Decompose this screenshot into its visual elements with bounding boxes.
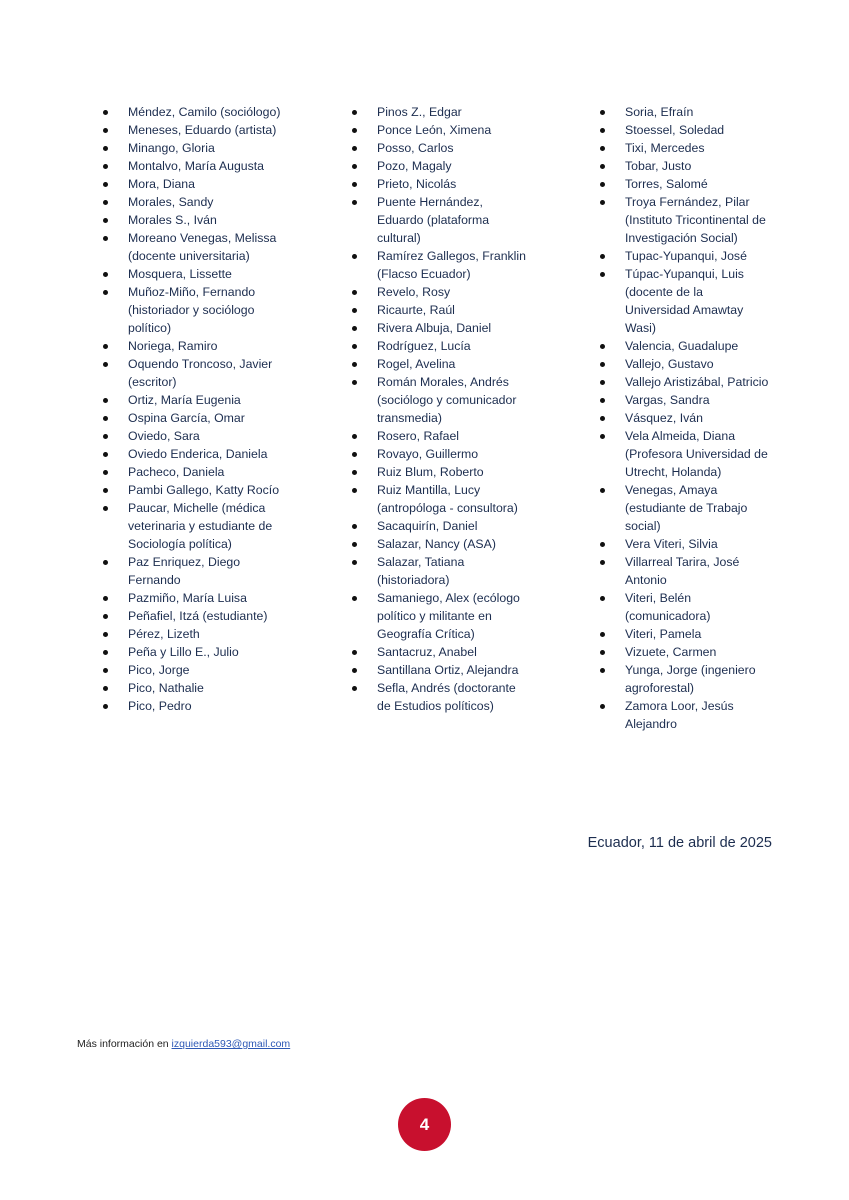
- list-item: Venegas, Amaya (estudiante de Trabajo social): [600, 481, 770, 535]
- list-item: Rosero, Rafael: [352, 427, 532, 445]
- list-item: Viteri, Pamela: [600, 625, 770, 643]
- list-item: Montalvo, María Augusta: [103, 157, 288, 175]
- list-item: Vizuete, Carmen: [600, 643, 770, 661]
- list-item: Vela Almeida, Diana (Profesora Universidad de Utrecht, Holanda): [600, 427, 770, 481]
- list-item: Morales S., Iván: [103, 211, 288, 229]
- list-item: Vallejo Aristizábal, Patricio: [600, 373, 770, 391]
- list-item: Peña y Lillo E., Julio: [103, 643, 288, 661]
- list-item: Rovayo, Guillermo: [352, 445, 532, 463]
- list-item: Muñoz-Miño, Fernando (historiador y sociólogo político): [103, 283, 288, 337]
- list-item: Oviedo Enderica, Daniela: [103, 445, 288, 463]
- list-item: Paz Enriquez, Diego Fernando: [103, 553, 288, 589]
- list-item: Troya Fernández, Pilar (Instituto Tricontinental de Investigación Social): [600, 193, 770, 247]
- list-item: Oviedo, Sara: [103, 427, 288, 445]
- list-item: Pico, Pedro: [103, 697, 288, 715]
- footer-info: [77, 1036, 290, 1052]
- list-item: Tupac-Yupanqui, José: [600, 247, 770, 265]
- list-item: Salazar, Nancy (ASA): [352, 535, 532, 553]
- list-item: Sacaquirín, Daniel: [352, 517, 532, 535]
- list-item: Rivera Albuja, Daniel: [352, 319, 532, 337]
- list-item: Ruiz Mantilla, Lucy (antropóloga - consultora): [352, 481, 532, 517]
- page-number: 4: [419, 1114, 430, 1134]
- list-item: Peñafiel, Itzá (estudiante): [103, 607, 288, 625]
- list-item: Pico, Nathalie: [103, 679, 288, 697]
- list-item: Ponce León, Ximena: [352, 121, 532, 139]
- list-item: Ricaurte, Raúl: [352, 301, 532, 319]
- list-item: Pacheco, Daniela: [103, 463, 288, 481]
- list-item: Revelo, Rosy: [352, 283, 532, 301]
- list-item: Torres, Salomé: [600, 175, 770, 193]
- list-item: Román Morales, Andrés (sociólogo y comunicador transmedia): [352, 373, 532, 427]
- contact-email-link[interactable]: izquierda593@gmail.com: [171, 1038, 291, 1050]
- list-item: Pinos Z., Edgar: [352, 103, 532, 121]
- list-item: Meneses, Eduardo (artista): [103, 121, 288, 139]
- list-item: Morales, Sandy: [103, 193, 288, 211]
- list-item: Oquendo Troncoso, Javier (escritor): [103, 355, 288, 391]
- list-item: Vallejo, Gustavo: [600, 355, 770, 373]
- list-item: Tixi, Mercedes: [600, 139, 770, 157]
- signatory-list-column-3: [600, 103, 770, 733]
- list-item: Sefla, Andrés (doctorante de Estudios políticos): [352, 679, 532, 715]
- list-item: Pambi Gallego, Katty Rocío: [103, 481, 288, 499]
- list-item: Prieto, Nicolás: [352, 175, 532, 193]
- list-item: Méndez, Camilo (sociólogo): [103, 103, 288, 121]
- list-item: Tobar, Justo: [600, 157, 770, 175]
- signatory-list-column-2: [352, 103, 532, 715]
- list-item: Noriega, Ramiro: [103, 337, 288, 355]
- list-item: Pozo, Magaly: [352, 157, 532, 175]
- date-line: Ecuador, 11 de abril de 2025: [587, 835, 772, 851]
- list-item: Yunga, Jorge (ingeniero agroforestal): [600, 661, 770, 697]
- list-item: Valencia, Guadalupe: [600, 337, 770, 355]
- list-item: Ortiz, María Eugenia: [103, 391, 288, 409]
- list-item: Moreano Venegas, Melissa (docente universitaria): [103, 229, 288, 265]
- list-item: Santacruz, Anabel: [352, 643, 532, 661]
- list-item: Pérez, Lizeth: [103, 625, 288, 643]
- list-item: Ospina García, Omar: [103, 409, 288, 427]
- signatory-list-column-1: [103, 103, 288, 715]
- list-item: Vargas, Sandra: [600, 391, 770, 409]
- list-item: Minango, Gloria: [103, 139, 288, 157]
- list-item: Mora, Diana: [103, 175, 288, 193]
- list-item: Puente Hernández, Eduardo (plataforma cultural): [352, 193, 532, 247]
- footer-prefix: Más información en: [77, 1038, 172, 1050]
- list-item: Santillana Ortiz, Alejandra: [352, 661, 532, 679]
- list-item: Samaniego, Alex (ecólogo político y militante en Geografía Crítica): [352, 589, 532, 643]
- list-item: Viteri, Belén (comunicadora): [600, 589, 770, 625]
- list-item: Rodríguez, Lucía: [352, 337, 532, 355]
- list-item: Zamora Loor, Jesús Alejandro: [600, 697, 770, 733]
- list-item: Ruiz Blum, Roberto: [352, 463, 532, 481]
- list-item: Villarreal Tarira, José Antonio: [600, 553, 770, 589]
- list-item: Posso, Carlos: [352, 139, 532, 157]
- list-item: Soria, Efraín: [600, 103, 770, 121]
- list-item: Vera Viteri, Silvia: [600, 535, 770, 553]
- list-item: Rogel, Avelina: [352, 355, 532, 373]
- list-item: Ramírez Gallegos, Franklin (Flacso Ecuador): [352, 247, 532, 283]
- list-item: Vásquez, Iván: [600, 409, 770, 427]
- list-item: Pazmiño, María Luisa: [103, 589, 288, 607]
- list-item: Stoessel, Soledad: [600, 121, 770, 139]
- list-item: Pico, Jorge: [103, 661, 288, 679]
- list-item: Paucar, Michelle (médica veterinaria y estudiante de Sociología política): [103, 499, 288, 553]
- list-item: Mosquera, Lissette: [103, 265, 288, 283]
- page-number-badge: [398, 1098, 451, 1151]
- list-item: Salazar, Tatiana (historiadora): [352, 553, 532, 589]
- list-item: Túpac-Yupanqui, Luis (docente de la Universidad Amawtay Wasi): [600, 265, 770, 337]
